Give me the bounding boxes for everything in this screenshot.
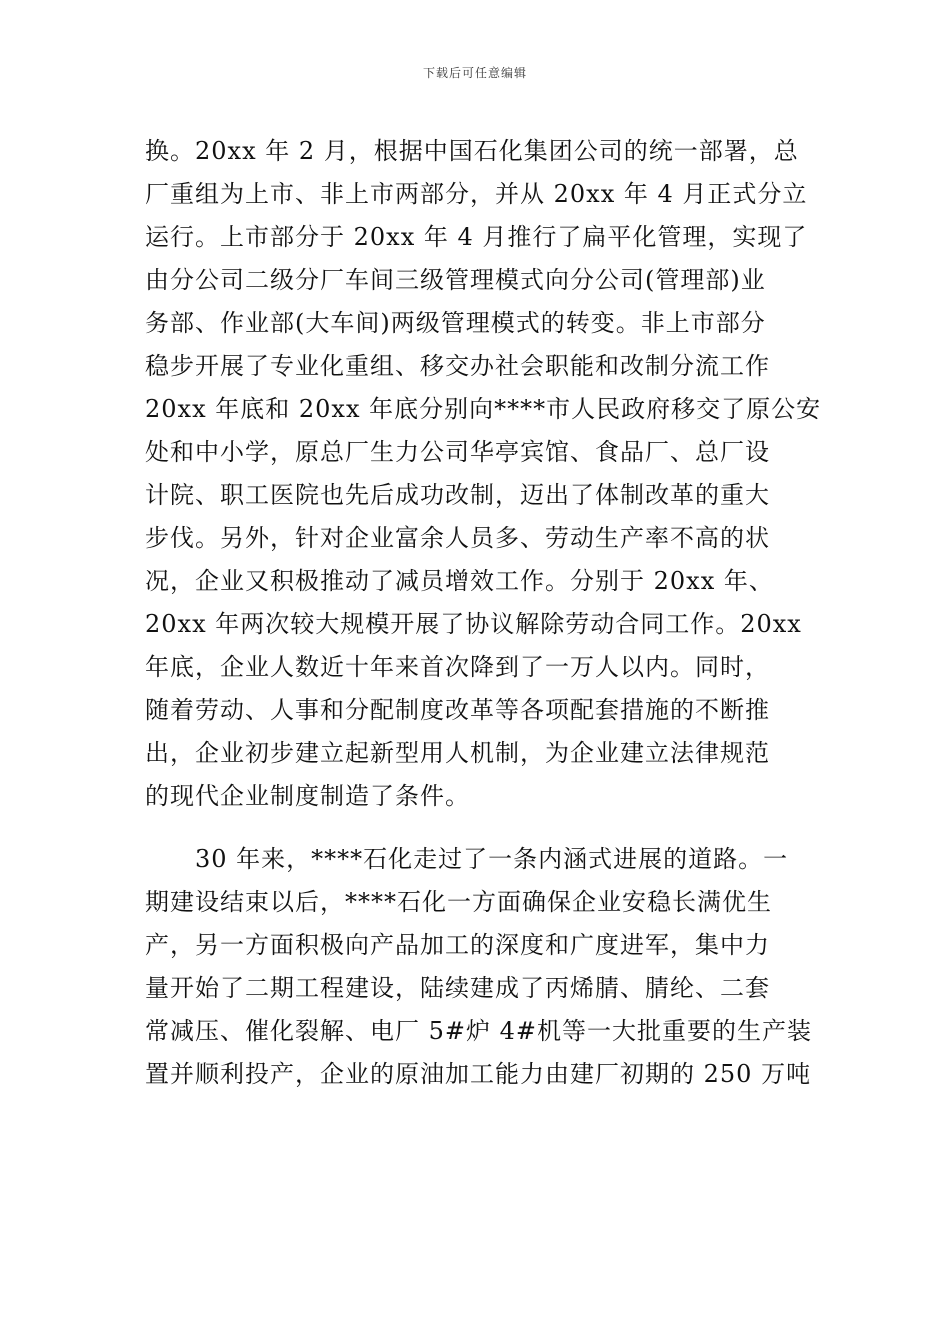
text-line: 量开始了二期工程建设，陆续建成了丙烯腈、腈纶、二套 (145, 974, 770, 1002)
paragraph-2 (145, 838, 815, 1096)
page-header: 下载后可任意编辑 (422, 66, 527, 80)
text-line: 由分公司二级分厂车间三级管理模式向分公司(管理部)业 (145, 266, 766, 294)
paragraph-spacer (145, 818, 815, 838)
text-line: 换。20xx 年 2 月，根据中国石化集团公司的统一部署，总 (145, 137, 799, 165)
text-line: 20xx 年两次较大规模开展了协议解除劳动合同工作。20xx (145, 610, 802, 638)
text-line: 厂重组为上市、非上市两部分，并从 20xx 年 4 月正式分立 (145, 180, 808, 208)
text-line: 常减压、催化裂解、电厂 5#炉 4#机等一大批重要的生产装 (145, 1017, 813, 1045)
text-line: 的现代企业制度制造了条件。 (145, 782, 470, 810)
text-line: 运行。上市部分于 20xx 年 4 月推行了扁平化管理，实现了 (145, 223, 808, 251)
text-line: 产，另一方面积极向产品加工的深度和广度进军，集中力 (145, 931, 770, 959)
paragraph-1 (145, 130, 822, 818)
text-line: 处和中小学，原总厂生力公司华亭宾馆、食品厂、总厂设 (145, 438, 770, 466)
text-line: 出，企业初步建立起新型用人机制，为企业建立法律规范 (145, 739, 770, 767)
text-line: 务部、作业部(大车间)两级管理模式的转变。非上市部分 (145, 309, 766, 337)
text-line: 期建设结束以后，****石化一方面确保企业安稳长满优生 (145, 888, 772, 916)
text-line: 年底，企业人数近十年来首次降到了一万人以内。同时， (145, 653, 770, 681)
text-line: 置并顺利投产，企业的原油加工能力由建厂初期的 250 万吨 (145, 1060, 812, 1088)
text-line: 稳步开展了专业化重组、移交办社会职能和改制分流工作 (145, 352, 770, 380)
text-line: 随着劳动、人事和分配制度改革等各项配套措施的不断推 (145, 696, 770, 724)
text-line: 步伐。另外，针对企业富余人员多、劳动生产率不高的状 (145, 524, 770, 552)
text-line: 20xx 年底和 20xx 年底分别向****市人民政府移交了原公安 (145, 395, 822, 423)
text-line: 况，企业又积极推动了减员增效工作。分别于 20xx 年、 (145, 567, 774, 595)
document-body (145, 130, 822, 1096)
text-line: 计院、职工医院也先后成功改制，迈出了体制改革的重大 (145, 481, 770, 509)
text-line: 30 年来，****石化走过了一条内涵式进展的道路。一 (145, 845, 789, 873)
